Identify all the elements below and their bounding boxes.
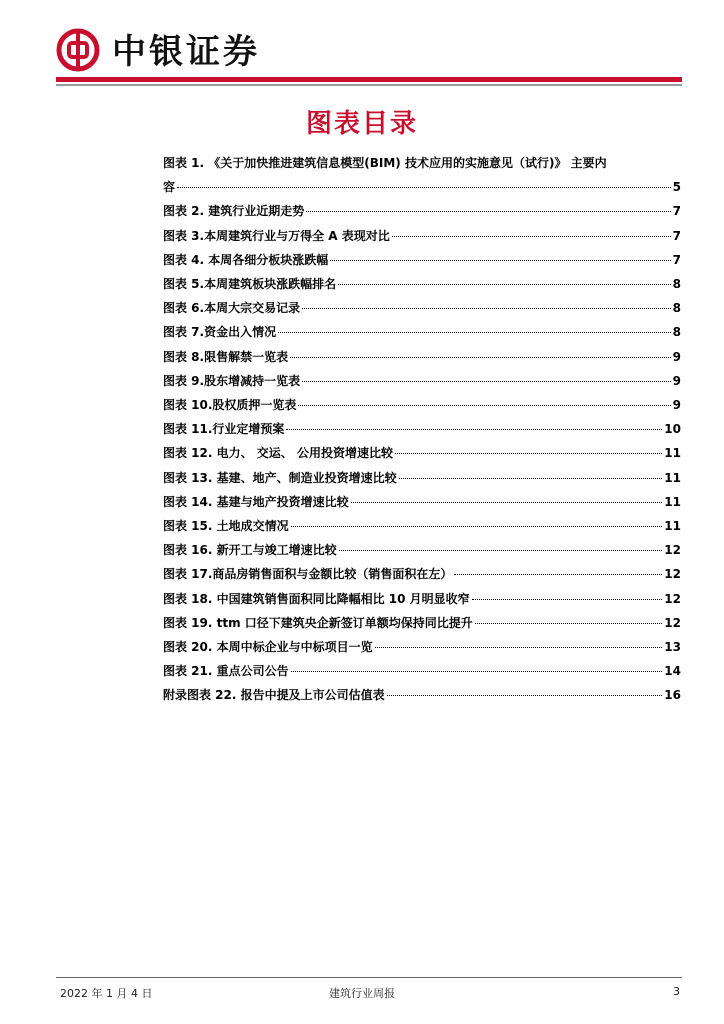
toc-entry[interactable] [163, 514, 681, 538]
toc-entry[interactable] [163, 272, 681, 296]
dot-leader [291, 671, 663, 672]
toc-entry-label: 图表 4. 本周各细分板块涨跌幅 [163, 252, 329, 267]
dot-leader [387, 695, 663, 696]
footer-page-number: 3 [673, 985, 680, 998]
toc-entry-page: 8 [672, 325, 681, 340]
toc-entry-label: 图表 15. 土地成交情况 [163, 519, 289, 534]
brand-name: 中银证券 [112, 32, 260, 72]
dot-leader [472, 599, 663, 600]
toc-entry-page: 10 [664, 422, 681, 437]
toc-entry[interactable] [163, 417, 681, 441]
toc-entry-page: 11 [664, 494, 681, 509]
dot-leader [392, 236, 671, 237]
toc-entry-page: 12 [664, 567, 681, 582]
toc-entry-label: 容 [163, 180, 176, 195]
footer-report-type: 建筑行业周报 [329, 987, 395, 1000]
toc-entry-label: 图表 12. 电力、 交运、 公用投资增速比较 [163, 446, 393, 461]
toc-title: 图表目录 [305, 109, 418, 139]
dot-leader [298, 405, 670, 406]
dot-leader [290, 357, 671, 358]
header-rule-gray [56, 84, 682, 86]
dot-leader [375, 647, 663, 648]
toc-entry-page: 14 [664, 664, 681, 679]
toc-entry-page: 12 [664, 615, 681, 630]
toc-entry[interactable] [163, 490, 681, 514]
toc-entry-label: 图表 14. 基建与地产投资增速比较 [163, 494, 349, 509]
toc-entry[interactable] [163, 224, 681, 248]
dot-leader [475, 623, 663, 624]
dot-leader [177, 187, 671, 188]
dot-leader [286, 429, 662, 430]
toc-entry-page: 13 [664, 640, 681, 655]
toc-entry-page: 7 [672, 204, 681, 219]
toc-entry-page: 11 [664, 446, 681, 461]
toc-entry-page: 12 [664, 543, 681, 558]
boc-logo-icon [56, 28, 100, 72]
dot-leader [395, 453, 662, 454]
dot-leader [338, 284, 671, 285]
toc-entry-label: 图表 3.本周建筑行业与万得全 A 表现对比 [163, 228, 390, 243]
toc-entry-page: 5 [672, 180, 681, 195]
toc-entry-label: 附录图表 22. 报告中提及上市公司估值表 [163, 688, 385, 703]
toc-entry[interactable] [163, 466, 681, 490]
toc-entry-label: 图表 10.股权质押一览表 [163, 398, 297, 413]
toc-entry-label: 图表 20. 本周中标企业与中标项目一览 [163, 640, 373, 655]
toc-entry[interactable] [163, 248, 681, 272]
dot-leader [291, 526, 663, 527]
dot-leader [454, 574, 662, 575]
header-rule-red [56, 77, 682, 82]
toc-entry-label-line1: 图表 1. 《关于加快推进建筑信息模型(BIM) 技术应用的实施意见（试行)》 主要内 [163, 156, 607, 170]
toc-entry[interactable] [163, 296, 681, 320]
footer-rule [56, 977, 682, 978]
toc-entry-label: 图表 16. 新开工与竣工增速比较 [163, 543, 337, 558]
toc-entry-page: 11 [664, 519, 681, 534]
toc-entry-page: 8 [672, 277, 681, 292]
toc-entry[interactable] [163, 635, 681, 659]
toc-entry-label: 图表 13. 基建、地产、制造业投资增速比较 [163, 470, 397, 485]
dot-leader [339, 550, 663, 551]
toc-entry[interactable] [163, 345, 681, 369]
toc-entry[interactable] [163, 393, 681, 417]
toc-entry-page: 12 [664, 591, 681, 606]
toc-entry-label: 图表 11.行业定增预案 [163, 422, 285, 437]
toc-entry-label: 图表 19. ttm 口径下建筑央企新签订单额均保持同比提升 [163, 615, 473, 630]
dot-leader [330, 260, 670, 261]
dot-leader [302, 381, 671, 382]
toc-entry-page: 11 [664, 470, 681, 485]
toc-entry[interactable] [163, 611, 681, 635]
footer-date: 2022 年 1 月 4 日 [60, 987, 153, 1000]
dot-leader [278, 332, 671, 333]
dot-leader [306, 211, 670, 212]
toc-entry-label: 图表 21. 重点公司公告 [163, 664, 289, 679]
toc-entry-label: 图表 17.商品房销售面积与金额比较（销售面积在左） [163, 567, 453, 582]
toc-entry-label: 图表 5.本周建筑板块涨跌幅排名 [163, 277, 337, 292]
toc-entry[interactable] [163, 587, 681, 611]
toc-entry-label: 图表 9.股东增减持一览表 [163, 373, 301, 388]
toc-entry-label: 图表 2. 建筑行业近期走势 [163, 204, 305, 219]
toc-entry[interactable] [163, 369, 681, 393]
toc-entry-page: 16 [664, 688, 681, 703]
toc-entry-page: 9 [672, 373, 681, 388]
page-header [56, 26, 682, 76]
toc-entry-page: 8 [672, 301, 681, 316]
toc-entry[interactable] [163, 320, 681, 344]
toc-entry-label: 图表 7.资金出入情况 [163, 325, 277, 340]
toc-entry-label: 图表 18. 中国建筑销售面积同比降幅相比 10 月明显收窄 [163, 591, 470, 606]
toc-entry[interactable] [163, 683, 681, 707]
toc-entry[interactable] [163, 151, 681, 199]
toc-entry-page: 9 [672, 349, 681, 364]
toc-entry[interactable] [163, 538, 681, 562]
toc-entry[interactable] [163, 562, 681, 586]
dot-leader [302, 308, 671, 309]
toc-entry-page: 7 [672, 228, 681, 243]
toc-entry[interactable] [163, 199, 681, 223]
toc-entry-label: 图表 6.本周大宗交易记录 [163, 301, 301, 316]
toc-entry-page: 7 [672, 252, 681, 267]
toc-entry[interactable] [163, 441, 681, 465]
dot-leader [399, 478, 663, 479]
toc-entry-label: 图表 8.限售解禁一览表 [163, 349, 289, 364]
dot-leader [351, 502, 663, 503]
toc-list [163, 151, 681, 708]
toc-entry-page: 9 [672, 398, 681, 413]
toc-entry[interactable] [163, 659, 681, 683]
